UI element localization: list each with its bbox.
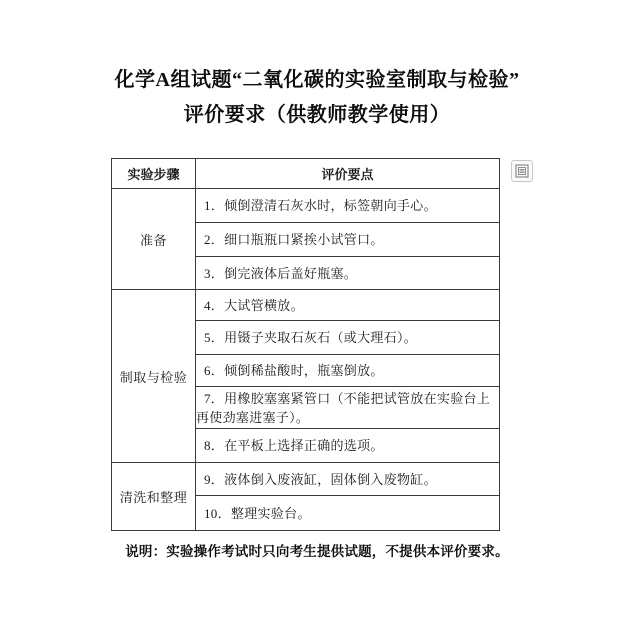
table-row (112, 463, 500, 496)
criteria-item-8: 8．在平板上选择正确的选项。 (196, 429, 500, 463)
criteria-item-6: 6．倾倒稀盐酸时，瓶塞倒放。 (196, 355, 500, 387)
table-row (112, 189, 500, 223)
document-title: 化学A组试题“二氧化碳的实验室制取与检验” (114, 69, 520, 91)
frame-icon-glyph (512, 161, 532, 181)
criteria-item-9: 9．液体倒入废液缸，固体倒入废物缸。 (196, 463, 500, 496)
step-produce-and-test: 制取与检验 (112, 290, 196, 463)
header-criteria: 评价要点 (196, 159, 500, 189)
criteria-item-4: 4．大试管横放。 (196, 290, 500, 321)
criteria-item-3: 3．倒完液体后盖好瓶塞。 (196, 257, 500, 290)
step-clean-up: 清洗和整理 (112, 463, 196, 531)
criteria-item-2: 2．细口瓶瓶口紧挨小试管口。 (196, 223, 500, 257)
evaluation-table (111, 158, 500, 531)
criteria-item-5: 5．用镊子夹取石灰石（或大理石）。 (196, 321, 500, 355)
header-step: 实验步骤 (112, 159, 196, 189)
criteria-item-10: 10．整理实验台。 (196, 496, 500, 531)
step-prepare: 准备 (112, 189, 196, 290)
table-header-row (112, 159, 500, 189)
frame-icon[interactable] (511, 160, 533, 182)
document-subtitle: 评价要求（供教师教学使用） (183, 104, 451, 126)
criteria-item-1: 1．倾倒澄清石灰水时，标签朝向手心。 (196, 189, 500, 223)
table-row (112, 290, 500, 321)
usage-note: 说明：实验操作考试时只向考生提供试题，不提供本评价要求。 (125, 544, 509, 559)
criteria-item-7: 7．用橡胶塞塞紧管口（不能把试管放在实验台上再使劲塞进塞子）。 (196, 387, 500, 429)
